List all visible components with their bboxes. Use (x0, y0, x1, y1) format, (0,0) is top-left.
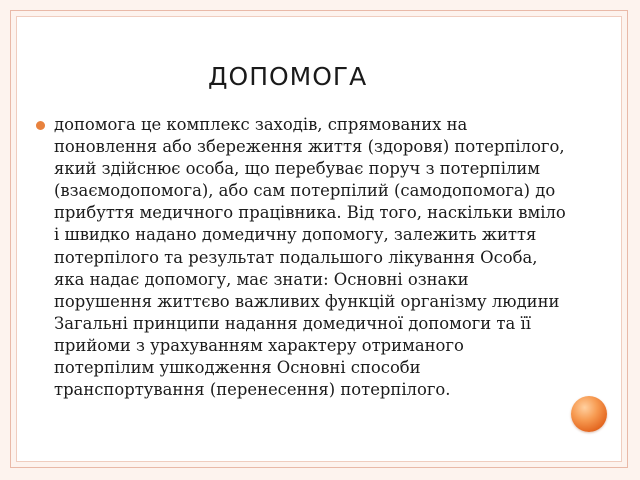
bullet-text: допомога це комплекс заходів, спрямованих на поновлення або збереження життя (здоровя) потерпілого, який здійснює особа, що перебуває поруч з потерпілим (взаємодопомога), або сам потерпілий (самодопомога) до прибуття медичного працівника. Від того, наскільки вміло і швидко надано домедичну допомогу, залежить життя потерпілого та результат подальшого лікування Особа, яка надає допомогу, має знати: Основні ознаки порушення життєво важливих функцій організму людини Загальні принципи надання домедичної допомоги та її прийоми з урахуванням характеру отриманого потерпілим ушкодження Основні способи транспортування (перенесення) потерпілого. (54, 115, 566, 400)
slide-title: ДОПОМОГА (208, 62, 368, 91)
decorative-orb-icon (571, 396, 607, 432)
bullet-dot-icon (36, 121, 45, 130)
